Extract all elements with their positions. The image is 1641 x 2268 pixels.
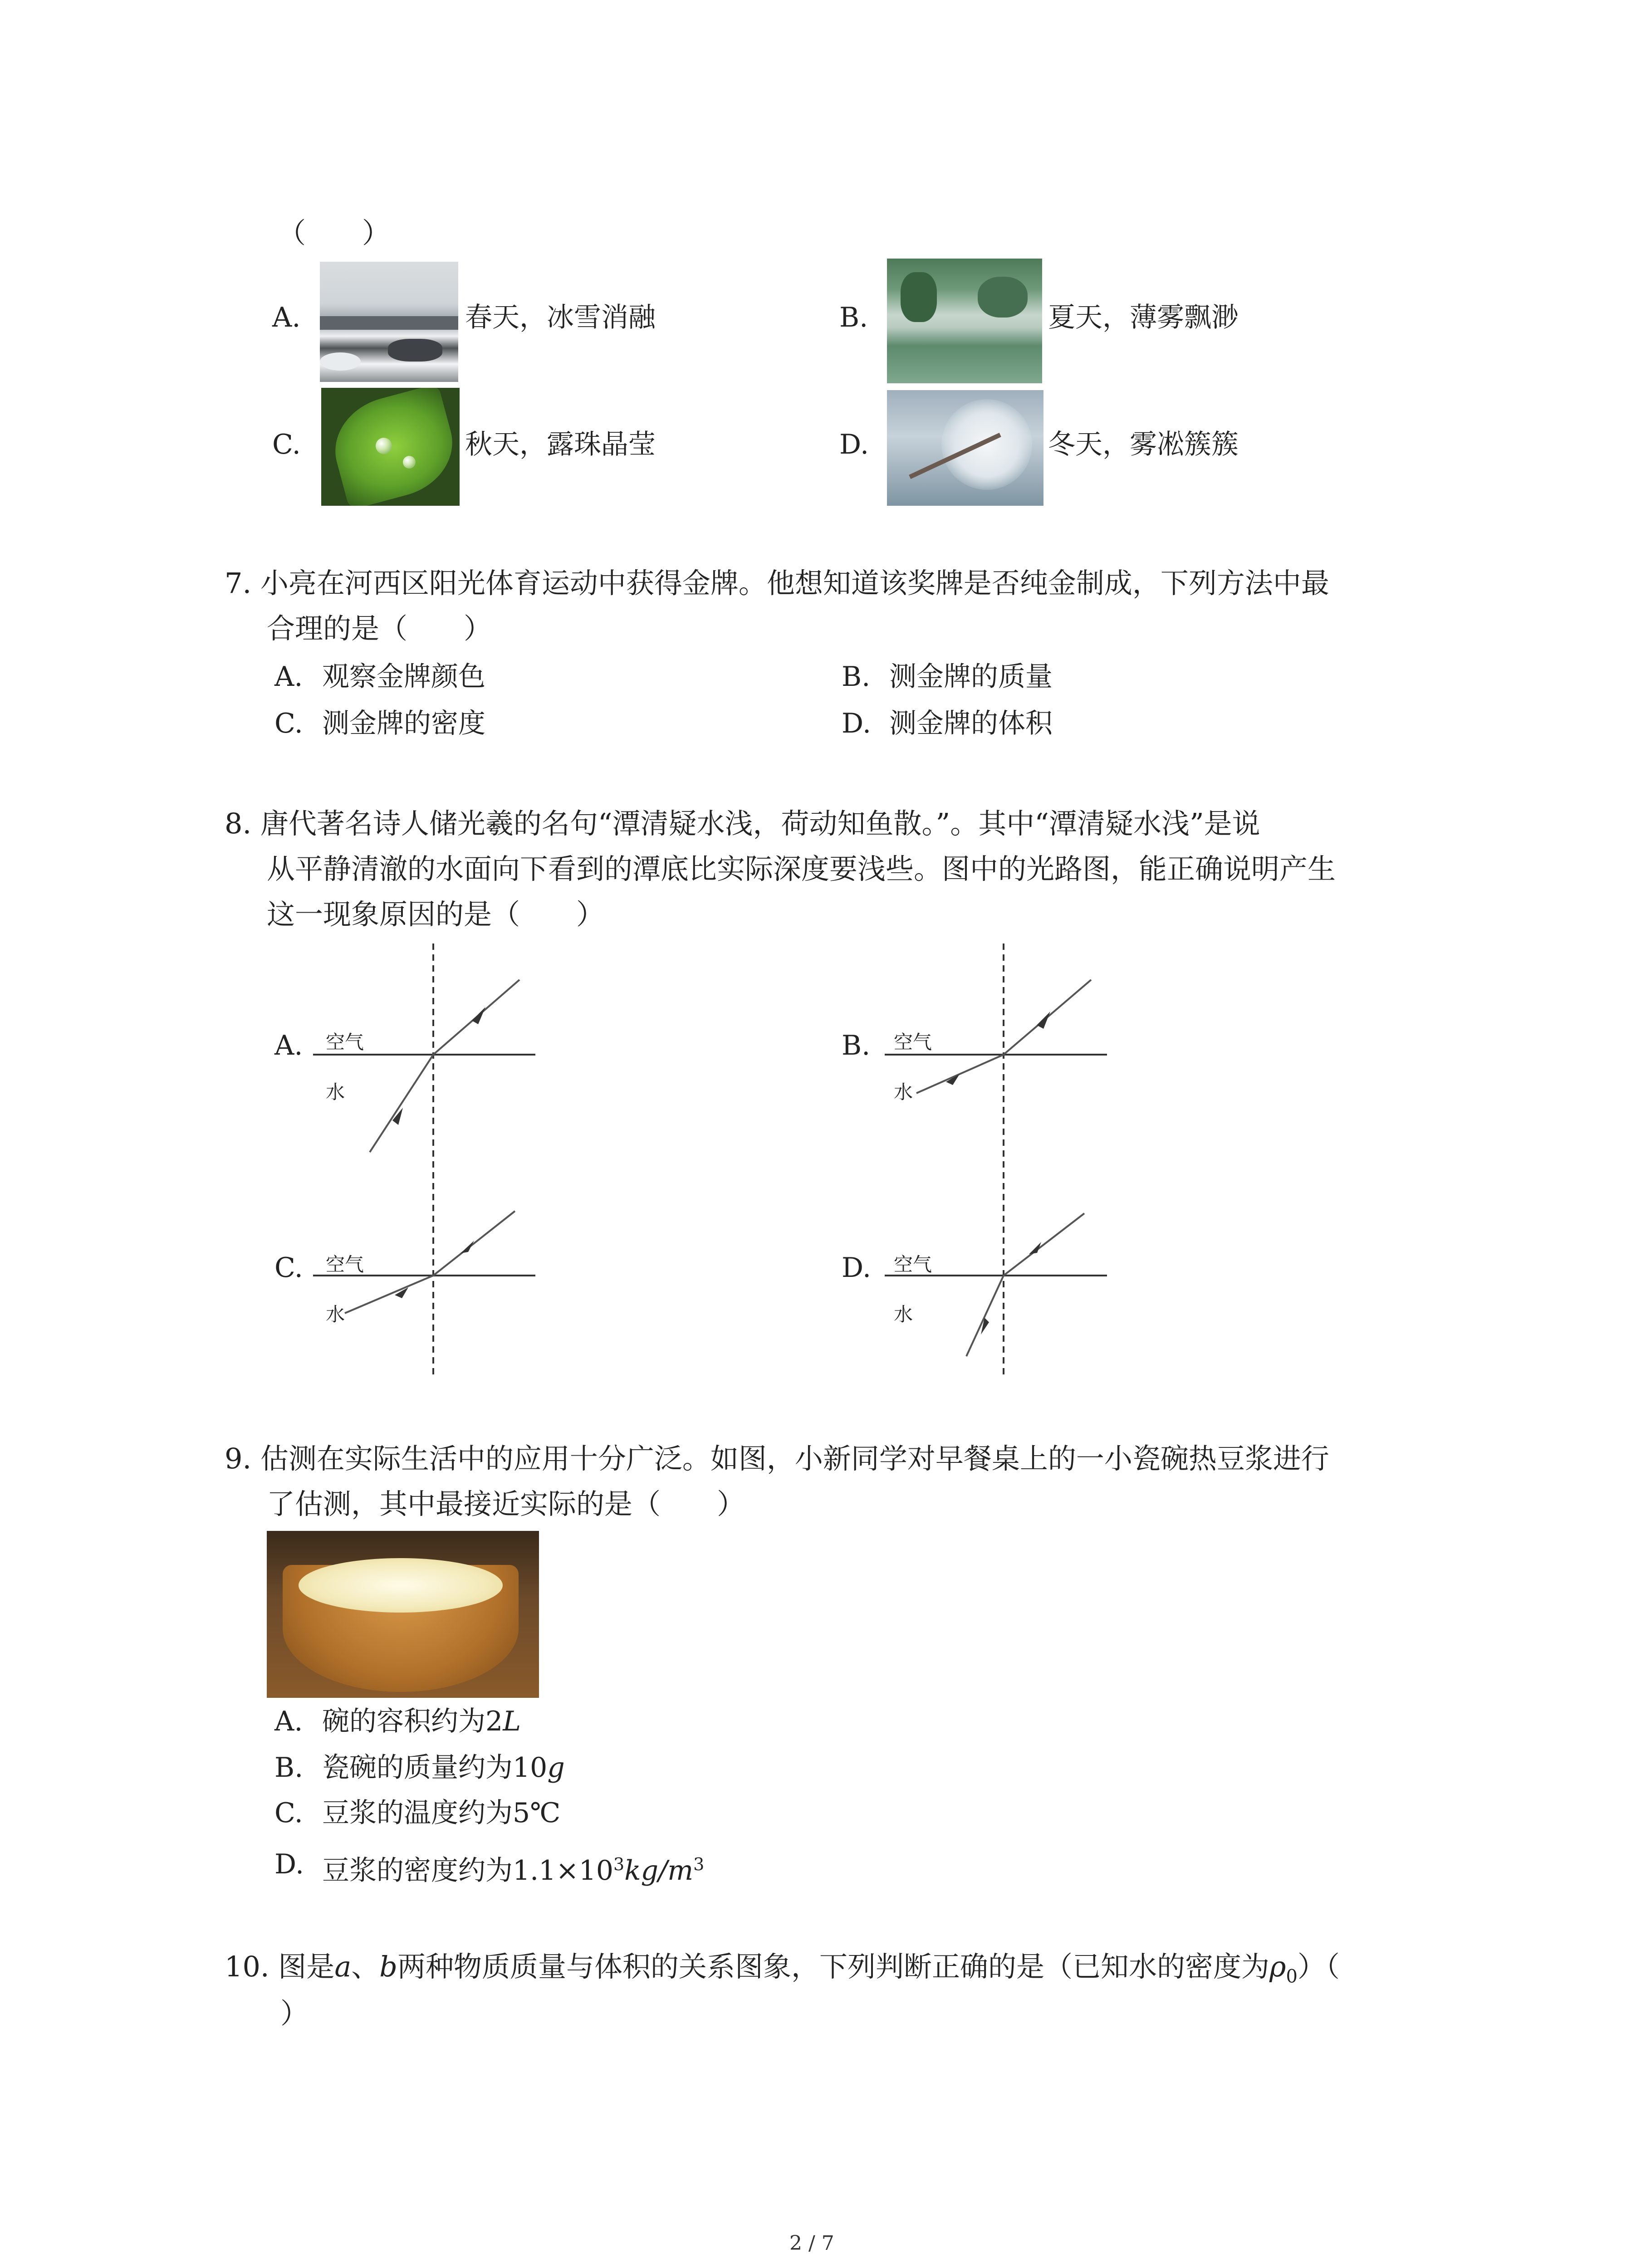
q8-d-air-label: 空气 [894,1253,932,1276]
q6-option-a-letter: A. [272,302,301,333]
snowy-river-photo [320,262,458,382]
misty-lake-photo [887,259,1042,383]
rime-branch-photo [887,390,1043,506]
q9-option-a-letter: A. [274,1706,303,1737]
q10-stem-line2: ） [280,1997,309,2030]
q8-d-water-label: 水 [894,1303,913,1325]
q8-diagram-b [885,943,1116,1188]
q6-option-d-letter: D. [839,429,869,460]
q8-c-water-label: 水 [326,1303,345,1325]
q7-option-a-letter: A. [274,661,303,693]
q10-var-b: b [379,1950,397,1983]
q6-option-b-text: 夏天，薄雾飘渺 [1048,302,1239,333]
q9-option-a [322,1706,521,1737]
q8-stem-line2: 从平静清澈的水面向下看到的潭底比实际深度要浅些。图中的光路图，能正确说明产生 [267,852,1336,885]
q7-option-a-text: 观察金牌颜色 [322,661,485,693]
q9-option-c-text: 豆浆的温度约为5℃ [322,1797,561,1829]
q7-option-c-letter: C. [274,708,303,739]
q9-stem-line2: 了估测，其中最接近实际的是（ ） [267,1487,745,1520]
q10-rest: 两种物质质量与体积的关系图象，下列判断正确的是（已知水的密度为 [397,1950,1270,1983]
q6-option-d-text: 冬天，雾凇簇簇 [1048,429,1239,460]
q9-option-d-exp: 3 [613,1854,625,1874]
q6-option-b-letter: B. [839,302,868,333]
soy-milk-bowl-photo [267,1531,539,1698]
q9-stem-line1: 9. 估测在实际生活中的应用十分广泛。如图，小新同学对早餐桌上的一小瓷碗热豆浆进行 [225,1442,1329,1475]
q9-option-d [322,1848,704,1887]
q9-option-d-text: 豆浆的密度约为1.1×10 [322,1855,614,1887]
q10-end: ）（ [1297,1950,1340,1983]
q10-rho: ρ [1269,1950,1286,1983]
q8-a-water-label: 水 [326,1081,345,1103]
q9-option-d-unit-exp: 3 [693,1854,705,1874]
q8-diagram-a [313,943,549,1188]
q6-option-c-text: 秋天，露珠晶莹 [465,429,656,460]
q6-option-a-text: 春天，冰雪消融 [465,302,656,333]
q9-option-d-letter: D. [274,1848,304,1880]
q9-option-b-letter: B. [274,1752,304,1784]
dewdrop-leaf-photo [321,388,460,506]
q9-option-d-unit: kg/m [624,1855,694,1887]
q9-option-b-unit: g [547,1752,565,1784]
page-number: 2 / 7 [789,2232,834,2255]
q7-stem-line2: 合理的是（ ） [267,612,492,645]
q8-option-c-letter: C. [274,1252,303,1284]
q6-option-c-letter: C. [272,429,301,460]
q8-stem-line1: 8. 唐代著名诗人储光羲的名句“潭清疑水浅，荷动知鱼散。”。其中“潭清疑水浅”是说 [225,807,1260,840]
q10-var-a: a [334,1950,352,1983]
q10-number: 10. 图是 [225,1950,335,1983]
q7-option-b-text: 测金牌的质量 [889,661,1053,693]
q8-b-water-label: 水 [894,1081,913,1103]
q9-option-c [322,1797,560,1829]
q9-option-b-text: 瓷碗的质量约为10 [322,1752,548,1784]
q7-option-c-text: 测金牌的密度 [322,708,485,739]
q8-option-a-letter: A. [274,1030,303,1061]
q7-option-d-text: 测金牌的体积 [889,708,1053,739]
q8-c-air-label: 空气 [326,1253,364,1276]
q9-option-b [322,1752,565,1784]
q10-sep: 、 [351,1950,380,1983]
q10-rho-sub: 0 [1286,1966,1298,1987]
q8-option-b-letter: B. [842,1030,871,1061]
q7-stem-line1: 7. 小亮在河西区阳光体育运动中获得金牌。他想知道该奖牌是否纯金制成，下列方法中最 [225,567,1329,600]
q6-answer-paren: （ ） [278,216,391,249]
q8-stem-line3: 这一现象原因的是（ ） [267,898,605,931]
q7-option-d-letter: D. [842,708,872,739]
q8-b-air-label: 空气 [894,1031,932,1053]
q9-option-c-letter: C. [274,1797,303,1829]
q8-a-air-label: 空气 [326,1031,364,1053]
q9-option-a-text: 碗的容积约为2 [322,1706,503,1737]
q9-option-a-unit: L [503,1706,521,1737]
q8-option-d-letter: D. [842,1252,872,1284]
q7-option-b-letter: B. [842,661,871,693]
q10-stem-line1 [225,1950,1340,1993]
